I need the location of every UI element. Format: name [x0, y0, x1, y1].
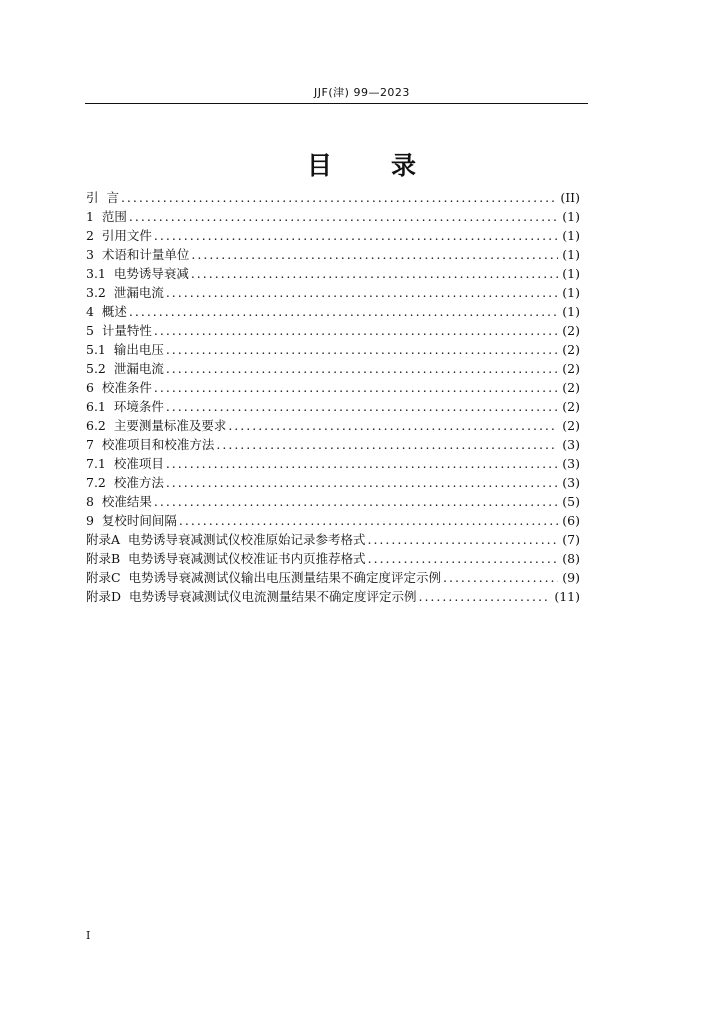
toc-entry-page-number: (11) — [554, 589, 580, 604]
toc-dot-leader — [154, 492, 558, 511]
toc-entry-label: 5 计量特性 — [86, 323, 152, 338]
toc-entry[interactable] — [86, 416, 580, 435]
toc-dot-leader — [166, 473, 558, 492]
toc-dot-leader — [166, 283, 558, 302]
toc-dot-leader — [129, 302, 558, 321]
toc-entry[interactable] — [86, 188, 580, 207]
toc-entry-label: 7.1 校准项目 — [86, 456, 164, 471]
toc-entry[interactable] — [86, 454, 580, 473]
toc-entry-label: 3.2 泄漏电流 — [86, 285, 164, 300]
toc-entry-page-number: (3) — [562, 475, 580, 490]
toc-entry-page-number: (2) — [562, 399, 580, 414]
toc-entry[interactable] — [86, 435, 580, 454]
toc-entry[interactable] — [86, 340, 580, 359]
toc-dot-leader — [166, 397, 558, 416]
toc-entry[interactable] — [86, 492, 580, 511]
toc-entry-label: 6.1 环境条件 — [86, 399, 164, 414]
toc-dot-leader — [191, 264, 558, 283]
toc-dot-leader — [154, 321, 558, 340]
toc-entry-page-number: (2) — [562, 323, 580, 338]
toc-entry-label: 5.2 泄漏电流 — [86, 361, 164, 376]
toc-entry-page-number: (5) — [562, 494, 580, 509]
toc-entry-page-number: (1) — [562, 266, 580, 281]
page-title-char-2: 录 — [391, 151, 418, 180]
header-divider — [85, 103, 588, 104]
toc-entry[interactable] — [86, 283, 580, 302]
toc-entry-label: 4 概述 — [86, 304, 127, 319]
toc-entry-page-number: (7) — [562, 532, 580, 547]
toc-dot-leader — [367, 530, 558, 549]
toc-entry-page-number: (2) — [562, 380, 580, 395]
toc-dot-leader — [443, 568, 558, 587]
toc-entry-label: 9 复校时间间隔 — [86, 513, 177, 528]
table-of-contents — [86, 188, 580, 606]
toc-entry[interactable] — [86, 207, 580, 226]
toc-entry[interactable] — [86, 473, 580, 492]
toc-entry-label: 附录D 电势诱导衰减测试仪电流测量结果不确定度评定示例 — [86, 589, 417, 604]
toc-dot-leader — [179, 511, 558, 530]
toc-entry[interactable] — [86, 302, 580, 321]
page-title — [0, 149, 724, 183]
toc-entry-label: 5.1 输出电压 — [86, 342, 164, 357]
toc-entry-page-number: (1) — [562, 285, 580, 300]
toc-entry-page-number: (2) — [562, 418, 580, 433]
toc-dot-leader — [129, 207, 558, 226]
toc-entry-label: 附录B 电势诱导衰减测试仪校准证书内页推荐格式 — [86, 551, 366, 566]
toc-entry[interactable] — [86, 530, 580, 549]
toc-entry-label: 8 校准结果 — [86, 494, 152, 509]
toc-entry[interactable] — [86, 549, 580, 568]
toc-dot-leader — [216, 435, 558, 454]
toc-entry-page-number: (1) — [562, 247, 580, 262]
toc-entry[interactable] — [86, 587, 580, 606]
toc-entry-page-number: (8) — [562, 551, 580, 566]
toc-entry-page-number: (6) — [562, 513, 580, 528]
toc-entry[interactable] — [86, 511, 580, 530]
toc-entry-label: 2 引用文件 — [86, 228, 152, 243]
toc-entry-label: 3 术语和计量单位 — [86, 247, 190, 262]
toc-dot-leader — [191, 245, 558, 264]
toc-entry-label: 附录C 电势诱导衰减测试仪输出电压测量结果不确定度评定示例 — [86, 570, 442, 585]
toc-entry[interactable] — [86, 359, 580, 378]
toc-entry-label: 6 校准条件 — [86, 380, 152, 395]
toc-entry-page-number: (1) — [562, 228, 580, 243]
toc-entry[interactable] — [86, 245, 580, 264]
toc-entry-label: 7.2 校准方法 — [86, 475, 164, 490]
toc-entry-label: 1 范围 — [86, 209, 127, 224]
toc-entry[interactable] — [86, 321, 580, 340]
page-title-char-1: 目 — [306, 151, 333, 180]
toc-entry[interactable] — [86, 378, 580, 397]
toc-entry[interactable] — [86, 226, 580, 245]
toc-dot-leader — [228, 416, 558, 435]
toc-entry-label: 3.1 电势诱导衰减 — [86, 266, 189, 281]
toc-entry[interactable] — [86, 264, 580, 283]
toc-dot-leader — [418, 587, 550, 606]
toc-dot-leader — [166, 454, 558, 473]
toc-entry-label: 6.2 主要测量标准及要求 — [86, 418, 227, 433]
toc-dot-leader — [368, 549, 559, 568]
toc-dot-leader — [121, 188, 556, 207]
toc-dot-leader — [154, 378, 558, 397]
page-header-standard-code: JJF(津) 99—2023 — [314, 86, 410, 99]
toc-dot-leader — [166, 359, 558, 378]
toc-entry-label: 附录A 电势诱导衰减测试仪校准原始记录参考格式 — [86, 532, 366, 547]
toc-entry-page-number: (3) — [562, 437, 580, 452]
toc-entry-page-number: (1) — [562, 209, 580, 224]
toc-entry[interactable] — [86, 568, 580, 587]
page-number: I — [86, 929, 91, 942]
toc-dot-leader — [154, 226, 558, 245]
toc-entry-page-number: (1) — [562, 304, 580, 319]
toc-entry-page-number: (2) — [562, 361, 580, 376]
toc-entry-page-number: (3) — [562, 456, 580, 471]
toc-entry-page-number: (9) — [562, 570, 580, 585]
toc-entry[interactable] — [86, 397, 580, 416]
toc-entry-label: 引 言 — [86, 190, 119, 205]
toc-entry-page-number: (2) — [562, 342, 580, 357]
toc-entry-label: 7 校准项目和校准方法 — [86, 437, 215, 452]
toc-entry-page-number: (II) — [560, 190, 580, 205]
toc-dot-leader — [166, 340, 558, 359]
